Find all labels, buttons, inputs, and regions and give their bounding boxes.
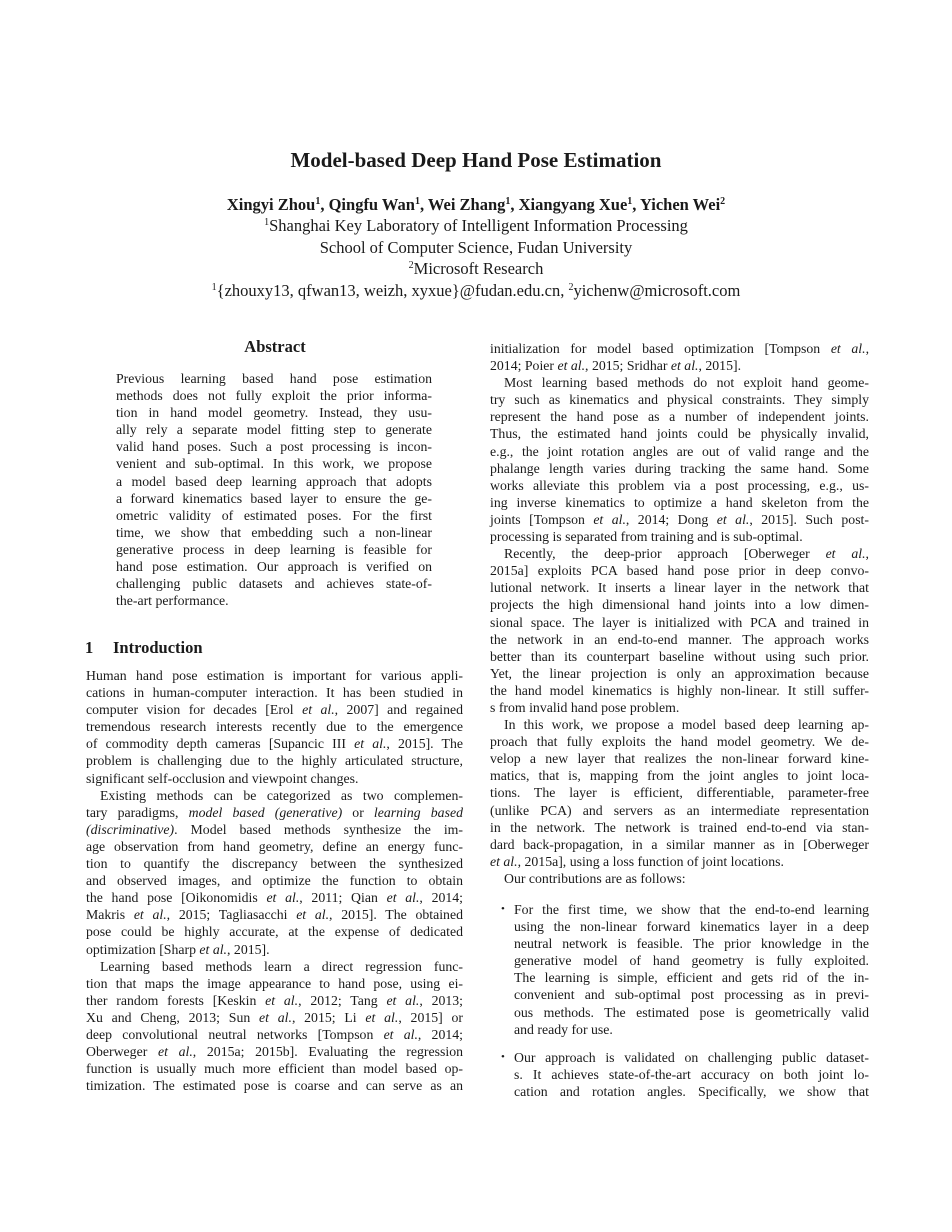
paragraph <box>490 870 869 887</box>
text-line: generative model of hand geometry is fully exploited. <box>514 953 869 969</box>
text-line: projects the high dimensional hand joints into a low dimen- <box>490 597 869 613</box>
text-line: Our approach is validated on challenging public dataset- <box>514 1049 869 1065</box>
section-heading-introduction <box>85 638 203 658</box>
text-line: time, we show that embedding such a non-linear <box>116 524 432 540</box>
text-line: Yet, the linear projection is only an approximation because <box>490 665 869 681</box>
text-line: Previous learning based hand pose estimation <box>116 371 432 386</box>
text-line: better than its counterpart baseline without using such prior. <box>490 648 869 664</box>
text-line: pose could be highly accurate, at the expense of dedicated <box>86 924 463 940</box>
affiliation-2: $^2$Microsoft Research <box>408 259 544 278</box>
affiliation-1-line-2: School of Computer Science, Fudan University <box>319 238 633 257</box>
text-line: the hand model kinematics is highly non-linear. It still suffer- <box>490 682 869 698</box>
text-line: venient and sub-optimal. In this work, we propose <box>116 456 432 472</box>
author: Qingfu Wan$^1$ <box>328 195 420 214</box>
text-line: Oberweger et al., 2015a; 2015b]. Evaluating the regression <box>86 1044 464 1060</box>
author: Wei Zhang$^1$ <box>427 195 511 214</box>
text-line: significant self-occlusion and viewpoint changes. <box>86 770 359 786</box>
contributions-list <box>490 901 869 1100</box>
text-line: tion that maps the image appearance to hand pose, using ei- <box>86 975 463 991</box>
text-line: Human hand pose estimation is important for various appli- <box>86 668 463 683</box>
paper-title: Model-based Deep Hand Pose Estimation <box>290 148 662 172</box>
text-line: deep convolutional neutral networks [Tompson et al., 2014; <box>86 1026 463 1042</box>
text-line: ing inverse kinematics to optimize a hand skeleton from the <box>490 494 869 510</box>
text-line: ally rely a separate model fitting step to generate <box>116 422 432 438</box>
paragraph <box>86 667 463 787</box>
text-line: Thus, the estimated hand joints could be physically invalid, <box>490 426 869 442</box>
text-line: neutral network is feasible. The prior knowledge in the <box>514 936 869 952</box>
text-line: Existing methods can be categorized as two complemen- <box>100 787 463 803</box>
text-line: cation and rotation angles. Specifically, we show that <box>514 1083 869 1099</box>
right-column-body <box>490 340 869 1100</box>
text-line: of commodity depth cameras [Supancic III et al., 2015]. The <box>86 736 463 752</box>
text-line: generative process in deep learning is feasible for <box>116 541 432 557</box>
text-line: valid hand poses. Such a post processing is incon- <box>116 439 432 455</box>
text-line: the hand pose [Oikonomidis et al., 2011; Qian et al., 2014; <box>86 890 464 906</box>
text-line: a forward kinematics based layer to ensure the ge- <box>116 490 432 506</box>
paragraph <box>490 545 869 716</box>
text-line: in the network. The network is trained end-to-end via stan- <box>490 819 869 835</box>
text-line: tary paradigms, model based (generative) or learning based <box>86 804 463 820</box>
text-line: Recently, the deep-prior approach [Oberweger et al., <box>504 546 869 562</box>
section-title: Introduction <box>113 638 203 657</box>
text-line: 2015a] exploits PCA based hand pose prior in deep convo- <box>490 563 869 579</box>
text-line: computer vision for decades [Erol et al., 2007] and regained <box>86 702 463 718</box>
abstract-heading: Abstract <box>244 337 306 356</box>
text-line: timization. The estimated pose is coarse and can serve as an <box>86 1078 463 1094</box>
text-line: (discriminative). Model based methods synthesize the im- <box>86 821 463 837</box>
text-line: tremendous research interests recently due to the emergence <box>86 719 463 735</box>
text-line: ometric validity of estimated poses. For the first <box>116 507 432 523</box>
text-line: Learning based methods learn a direct regression func- <box>100 958 463 974</box>
contribution-item <box>501 1049 869 1100</box>
text-line: ther random forests [Keskin et al., 2012; Tang et al., 2013; <box>86 992 464 1008</box>
text-line: challenging public datasets and achieves state-of- <box>116 576 432 592</box>
text-line: Our contributions are as follows: <box>504 870 686 886</box>
abstract-body <box>116 370 432 609</box>
contribution-text <box>514 901 869 1038</box>
text-line: s from invalid hand pose problem. <box>490 699 680 715</box>
bullet-icon: • <box>501 1050 505 1063</box>
text-line: the network in an end-to-end manner. The approach works <box>490 631 869 647</box>
text-line: cations in human-computer interaction. It has been studied in <box>86 685 463 701</box>
paragraph <box>490 716 869 870</box>
text-line: tions. The layer is efficient, differentiable, parameter-free <box>490 785 869 801</box>
text-line: the-art performance. <box>116 593 229 609</box>
text-line: age observation from hand geometry, define an energy func- <box>86 838 463 854</box>
contribution-item <box>501 901 869 1038</box>
paragraph <box>86 958 463 1095</box>
author: Yichen Wei$^2$ <box>639 195 726 214</box>
section-number: 1 <box>85 638 94 657</box>
text-line: initialization for model based optimization [Tompson et al., <box>490 341 870 356</box>
author: Xiangyang Xue$^1$ <box>518 195 633 214</box>
left-column-body <box>86 667 463 1094</box>
text-line: ous methods. The estimated pose is geometrically valid <box>514 1004 869 1020</box>
text-line: In this work, we propose a model based deep learning ap- <box>504 717 869 733</box>
text-line: The learning is simple, efficient and gets rid of the in- <box>514 970 869 986</box>
text-line: For the first time, we show that the end-to-end learning <box>514 902 869 917</box>
text-line: a model based deep learning approach that adopts <box>116 473 432 489</box>
text-line: function is usually much more efficient than model based op- <box>86 1061 463 1077</box>
text-line: (unlike PCA) and servers as an intermediate representation <box>490 802 869 818</box>
text-line: try such as kinematics and physical constraints. They simply <box>490 392 869 408</box>
text-line: hand pose estimation. Our approach is verified on <box>116 559 432 575</box>
author-emails: $^1${zhouxy13, qfwan13, weizh, xyxue}@fudan.edu.cn, $^2$yichenw@microsoft.com <box>211 281 741 300</box>
author-list: Xingyi Zhou$^1$, Qingfu Wan$^1$, Wei Zhang$^1$, Xiangyang Xue$^1$, Yichen Wei$^2$ <box>226 195 726 214</box>
paragraph <box>490 340 869 374</box>
text-line: works alleviate this problem via a post processing, e.g., us- <box>490 477 869 493</box>
text-line: phalange length varies during tracking the same hand. Some <box>490 460 869 476</box>
bullet-icon: • <box>501 903 505 915</box>
paragraph <box>490 374 869 545</box>
text-line: 2014; Poier et al., 2015; Sridhar et al., 2015]. <box>490 358 742 374</box>
text-line: and ready for use. <box>514 1021 613 1037</box>
text-line: velop a new layer that realizes the non-linear forward kine- <box>490 751 869 767</box>
text-line: lutional network. It inserts a linear layer in the network that <box>490 580 869 596</box>
text-line: et al., 2015a], using a loss function of joint locations. <box>490 853 784 869</box>
author: Xingyi Zhou$^1$ <box>226 195 321 214</box>
text-line: optimization [Sharp et al., 2015]. <box>86 941 270 957</box>
text-line: methods does not fully exploit the prior informa- <box>116 388 432 404</box>
text-line: matics, that is, mapping from the joint angles to joint loca- <box>490 768 869 784</box>
text-line: proach that fully exploits the hand model geometry. We de- <box>490 734 869 750</box>
text-line: Most learning based methods do not exploit hand geome- <box>504 375 869 391</box>
text-line: joints [Tompson et al., 2014; Dong et al., 2015]. Such post- <box>490 511 869 527</box>
text-line: s. It achieves state-of-the-art accuracy on both joint lo- <box>514 1066 869 1082</box>
text-line: sional space. The layer is initialized with PCA and trained in <box>490 614 869 630</box>
text-line: Makris et al., 2015; Tagliasacchi et al., 2015]. The obtained <box>86 907 463 923</box>
affiliation-1-line-1: $^1$Shanghai Key Laboratory of Intelligent Information Processing <box>264 216 688 235</box>
text-line: convenient and sub-optimal post processing as in previ- <box>514 987 869 1003</box>
text-line: represent the hand pose as a number of independent joints. <box>490 409 869 425</box>
text-line: e.g., the joint rotation angles are out of valid range and the <box>490 443 869 459</box>
contribution-text <box>514 1049 869 1100</box>
paragraph <box>86 787 463 958</box>
text-line: tion in hand model geometry. Instead, they usu- <box>116 405 432 421</box>
text-line: using the non-linear forward kinematics layer in a deep <box>514 919 869 935</box>
text-line: dard back-propagation, in a similar manner as in [Oberweger <box>490 836 869 852</box>
text-line: Xu and Cheng, 2013; Sun et al., 2015; Li et al., 2015] or <box>86 1009 464 1025</box>
text-line: processing is separated from training and is sub-optimal. <box>490 529 803 545</box>
text-line: problem is challenging due to the highly articulated structure, <box>86 753 463 769</box>
text-line: tion to quantify the discrepancy between the synthesized <box>86 856 463 872</box>
text-line: and observed images, and optimize the function to obtain <box>86 873 463 889</box>
